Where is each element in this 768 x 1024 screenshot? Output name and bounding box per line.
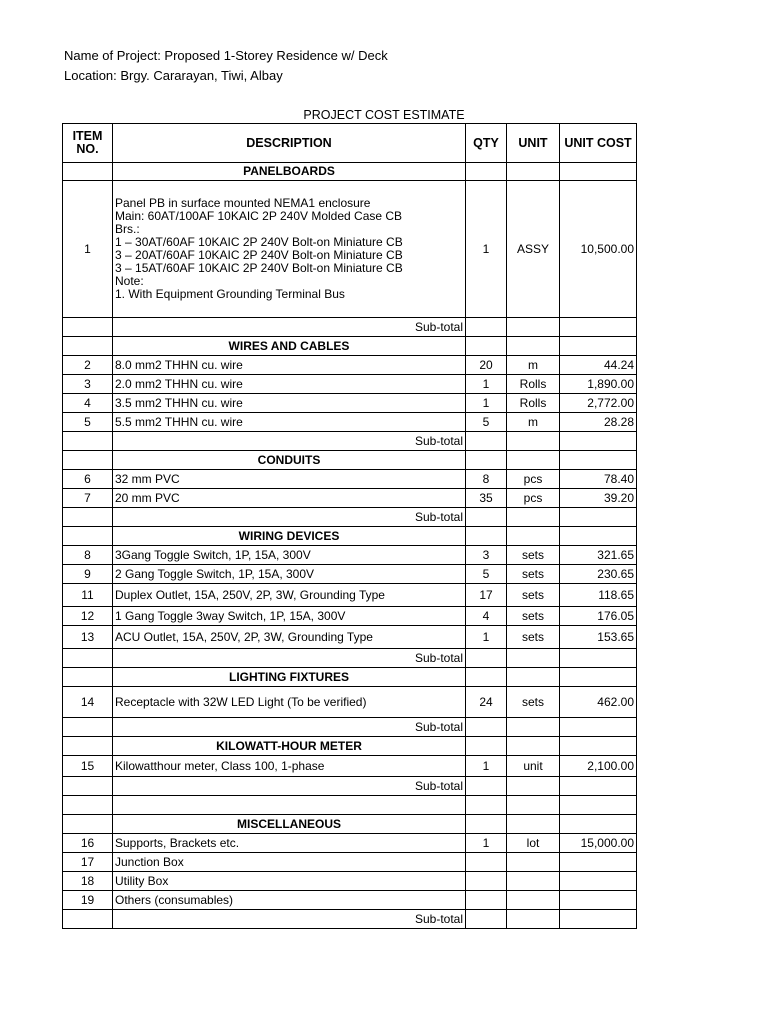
qty-cell: [466, 649, 507, 668]
qty-cell: [466, 777, 507, 796]
description-cell: ACU Outlet, 15A, 250V, 2P, 3W, Grounding Type: [113, 626, 466, 649]
section-label: KILOWATT-HOUR METER: [113, 737, 466, 756]
table-row: [63, 607, 637, 626]
col-header-qty: QTY: [466, 124, 507, 163]
item-no-cell: 15: [63, 756, 113, 777]
unit-cell: unit: [507, 756, 560, 777]
item-no-cell: [63, 451, 113, 470]
qty-cell: 1: [466, 375, 507, 394]
unit-cost-cell: 2,100.00: [560, 756, 637, 777]
unit-cell: [507, 508, 560, 527]
item-no-cell: [63, 737, 113, 756]
qty-cell: [466, 432, 507, 451]
unit-cost-cell: [560, 872, 637, 891]
subtotal-label: Sub-total: [113, 432, 466, 451]
table-row: [63, 891, 637, 910]
unit-cell: Rolls: [507, 394, 560, 413]
item-no-cell: [63, 815, 113, 834]
item-no-cell: 6: [63, 470, 113, 489]
subtotal-row: [63, 432, 637, 451]
qty-cell: 1: [466, 834, 507, 853]
item-no-cell: 12: [63, 607, 113, 626]
table-row: [63, 872, 637, 891]
table-row: [63, 375, 637, 394]
qty-cell: 35: [466, 489, 507, 508]
cost-estimate-table: [62, 123, 637, 929]
description-cell: 1 Gang Toggle 3way Switch, 1P, 15A, 300V: [113, 607, 466, 626]
section-label: WIRING DEVICES: [113, 527, 466, 546]
section-header-row: [63, 815, 637, 834]
unit-cost-cell: 153.65: [560, 626, 637, 649]
unit-cost-cell: 462.00: [560, 687, 637, 718]
item-no-cell: [63, 508, 113, 527]
subtotal-row: [63, 649, 637, 668]
section-header-row: [63, 737, 637, 756]
qty-cell: [466, 318, 507, 337]
unit-cost-cell: [560, 451, 637, 470]
description-cell: [113, 796, 466, 815]
qty-cell: [466, 668, 507, 687]
qty-cell: [466, 163, 507, 181]
section-header-row: [63, 451, 637, 470]
table-row: [63, 356, 637, 375]
description-cell: Supports, Brackets etc.: [113, 834, 466, 853]
subtotal-row: [63, 777, 637, 796]
subtotal-label: Sub-total: [113, 649, 466, 668]
item-no-cell: 4: [63, 394, 113, 413]
qty-cell: 8: [466, 470, 507, 489]
unit-cost-cell: [560, 649, 637, 668]
qty-cell: [466, 815, 507, 834]
unit-cost-cell: 321.65: [560, 546, 637, 565]
unit-cost-cell: 39.20: [560, 489, 637, 508]
unit-cell: [507, 527, 560, 546]
qty-cell: 1: [466, 394, 507, 413]
section-label: PANELBOARDS: [113, 163, 466, 181]
unit-cell: [507, 451, 560, 470]
unit-cost-cell: [560, 527, 637, 546]
qty-cell: [466, 891, 507, 910]
unit-cell: [507, 777, 560, 796]
item-no-cell: 3: [63, 375, 113, 394]
table-row: [63, 470, 637, 489]
unit-cell: [507, 891, 560, 910]
subtotal-row: [63, 508, 637, 527]
qty-cell: 1: [466, 181, 507, 318]
item-no-cell: 17: [63, 853, 113, 872]
unit-cost-cell: 1,890.00: [560, 375, 637, 394]
unit-cell: [507, 853, 560, 872]
section-header-row: [63, 668, 637, 687]
item-no-cell: 18: [63, 872, 113, 891]
item-no-cell: [63, 649, 113, 668]
item-no-cell: [63, 796, 113, 815]
description-cell: 2.0 mm2 THHN cu. wire: [113, 375, 466, 394]
unit-cost-cell: [560, 737, 637, 756]
table-row: [63, 565, 637, 584]
project-location: Location: Brgy. Cararayan, Tiwi, Albay: [64, 68, 283, 83]
unit-cost-cell: 2,772.00: [560, 394, 637, 413]
unit-cost-cell: [560, 796, 637, 815]
unit-cell: ASSY: [507, 181, 560, 318]
unit-cell: [507, 718, 560, 737]
qty-cell: [466, 796, 507, 815]
qty-cell: 20: [466, 356, 507, 375]
unit-cost-cell: [560, 891, 637, 910]
item-no-cell: 8: [63, 546, 113, 565]
description-cell: Kilowatthour meter, Class 100, 1-phase: [113, 756, 466, 777]
table-row: [63, 853, 637, 872]
table-row: [63, 413, 637, 432]
qty-cell: [466, 737, 507, 756]
item-no-cell: [63, 337, 113, 356]
subtotal-label: Sub-total: [113, 777, 466, 796]
qty-cell: 24: [466, 687, 507, 718]
section-label: LIGHTING FIXTURES: [113, 668, 466, 687]
unit-cost-cell: 28.28: [560, 413, 637, 432]
document-title: PROJECT COST ESTIMATE: [303, 108, 465, 122]
unit-cost-cell: [560, 318, 637, 337]
unit-cell: Rolls: [507, 375, 560, 394]
qty-cell: [466, 451, 507, 470]
unit-cost-cell: 10,500.00: [560, 181, 637, 318]
description-cell: Panel PB in surface mounted NEMA1 enclosure Main: 60AT/100AF 10KAIC 2P 240V Molded Case CB Brs.: 1 – 30AT/60AF 10KAIC 2P 240V Bolt-on Miniature CB 3 – 20AT/60AF 10KAIC 2P 240V Bolt-on Miniature CB 3 – 15AT/60AF 10KAIC 2P 240V Bolt-on Miniature CB Note: 1. With Equipment Grounding Terminal Bus: [113, 181, 466, 318]
item-no-cell: 7: [63, 489, 113, 508]
qty-cell: [466, 872, 507, 891]
item-no-cell: [63, 432, 113, 451]
description-cell: Junction Box: [113, 853, 466, 872]
section-header-row: [63, 527, 637, 546]
col-header-unit-cost: UNIT COST: [560, 124, 637, 163]
qty-cell: [466, 718, 507, 737]
description-cell: Others (consumables): [113, 891, 466, 910]
unit-cell: sets: [507, 687, 560, 718]
table-row: [63, 756, 637, 777]
section-label: WIRES AND CABLES: [113, 337, 466, 356]
description-cell: 2 Gang Toggle Switch, 1P, 15A, 300V: [113, 565, 466, 584]
qty-cell: 17: [466, 584, 507, 607]
description-cell: Duplex Outlet, 15A, 250V, 2P, 3W, Grounding Type: [113, 584, 466, 607]
qty-cell: [466, 853, 507, 872]
table-header-row: [63, 124, 637, 163]
unit-cell: sets: [507, 626, 560, 649]
item-no-cell: 11: [63, 584, 113, 607]
item-no-cell: 1: [63, 181, 113, 318]
unit-cell: [507, 432, 560, 451]
unit-cell: [507, 668, 560, 687]
section-header-row: [63, 163, 637, 181]
table-row: [63, 181, 637, 318]
unit-cell: [507, 649, 560, 668]
unit-cell: sets: [507, 584, 560, 607]
subtotal-label: Sub-total: [113, 508, 466, 527]
description-cell: Receptacle with 32W LED Light (To be verified): [113, 687, 466, 718]
unit-cost-cell: [560, 815, 637, 834]
qty-cell: [466, 508, 507, 527]
qty-cell: 3: [466, 546, 507, 565]
unit-cost-cell: 230.65: [560, 565, 637, 584]
unit-cost-cell: 15,000.00: [560, 834, 637, 853]
qty-cell: 5: [466, 413, 507, 432]
unit-cell: m: [507, 356, 560, 375]
item-no-cell: [63, 318, 113, 337]
col-header-description: DESCRIPTION: [113, 124, 466, 163]
table-row: [63, 834, 637, 853]
subtotal-label: Sub-total: [113, 910, 466, 929]
unit-cell: sets: [507, 565, 560, 584]
unit-cost-cell: [560, 163, 637, 181]
unit-cell: [507, 163, 560, 181]
description-cell: 32 mm PVC: [113, 470, 466, 489]
unit-cell: m: [507, 413, 560, 432]
description-cell: 5.5 mm2 THHN cu. wire: [113, 413, 466, 432]
table-row: [63, 584, 637, 607]
item-no-cell: [63, 910, 113, 929]
item-no-cell: [63, 777, 113, 796]
unit-cost-cell: [560, 910, 637, 929]
unit-cell: [507, 910, 560, 929]
description-cell: 20 mm PVC: [113, 489, 466, 508]
item-no-cell: 9: [63, 565, 113, 584]
unit-cell: [507, 815, 560, 834]
subtotal-row: [63, 910, 637, 929]
unit-cost-cell: 44.24: [560, 356, 637, 375]
table-row: [63, 489, 637, 508]
unit-cell: [507, 737, 560, 756]
item-no-cell: 14: [63, 687, 113, 718]
section-label: MISCELLANEOUS: [113, 815, 466, 834]
item-no-cell: [63, 163, 113, 181]
item-no-cell: [63, 668, 113, 687]
item-no-cell: 5: [63, 413, 113, 432]
description-cell: 3Gang Toggle Switch, 1P, 15A, 300V: [113, 546, 466, 565]
unit-cost-cell: [560, 853, 637, 872]
unit-cost-cell: 118.65: [560, 584, 637, 607]
subtotal-row: [63, 318, 637, 337]
subtotal-label: Sub-total: [113, 718, 466, 737]
unit-cell: [507, 337, 560, 356]
qty-cell: 1: [466, 756, 507, 777]
unit-cost-cell: [560, 508, 637, 527]
qty-cell: [466, 337, 507, 356]
qty-cell: 5: [466, 565, 507, 584]
unit-cost-cell: [560, 337, 637, 356]
subtotal-row: [63, 718, 637, 737]
unit-cost-cell: [560, 777, 637, 796]
item-no-cell: 2: [63, 356, 113, 375]
unit-cell: [507, 796, 560, 815]
col-header-item-no: ITEM NO.: [63, 124, 113, 163]
unit-cell: sets: [507, 607, 560, 626]
item-no-cell: [63, 718, 113, 737]
unit-cost-cell: [560, 432, 637, 451]
table-row: [63, 546, 637, 565]
qty-cell: 4: [466, 607, 507, 626]
unit-cost-cell: 78.40: [560, 470, 637, 489]
col-header-unit: UNIT: [507, 124, 560, 163]
blank-row: [63, 796, 637, 815]
qty-cell: [466, 527, 507, 546]
unit-cell: pcs: [507, 489, 560, 508]
unit-cell: sets: [507, 546, 560, 565]
qty-cell: 1: [466, 626, 507, 649]
unit-cost-cell: [560, 718, 637, 737]
description-cell: 3.5 mm2 THHN cu. wire: [113, 394, 466, 413]
description-cell: 8.0 mm2 THHN cu. wire: [113, 356, 466, 375]
unit-cell: pcs: [507, 470, 560, 489]
table-row: [63, 626, 637, 649]
item-no-cell: 19: [63, 891, 113, 910]
project-name: Name of Project: Proposed 1-Storey Residence w/ Deck: [64, 48, 388, 63]
unit-cost-cell: [560, 668, 637, 687]
section-header-row: [63, 337, 637, 356]
item-no-cell: [63, 527, 113, 546]
subtotal-label: Sub-total: [113, 318, 466, 337]
item-no-cell: 13: [63, 626, 113, 649]
unit-cell: [507, 872, 560, 891]
table-row: [63, 394, 637, 413]
section-label: CONDUITS: [113, 451, 466, 470]
description-cell: Utility Box: [113, 872, 466, 891]
unit-cell: lot: [507, 834, 560, 853]
item-no-cell: 16: [63, 834, 113, 853]
unit-cost-cell: 176.05: [560, 607, 637, 626]
table-row: [63, 687, 637, 718]
unit-cell: [507, 318, 560, 337]
qty-cell: [466, 910, 507, 929]
